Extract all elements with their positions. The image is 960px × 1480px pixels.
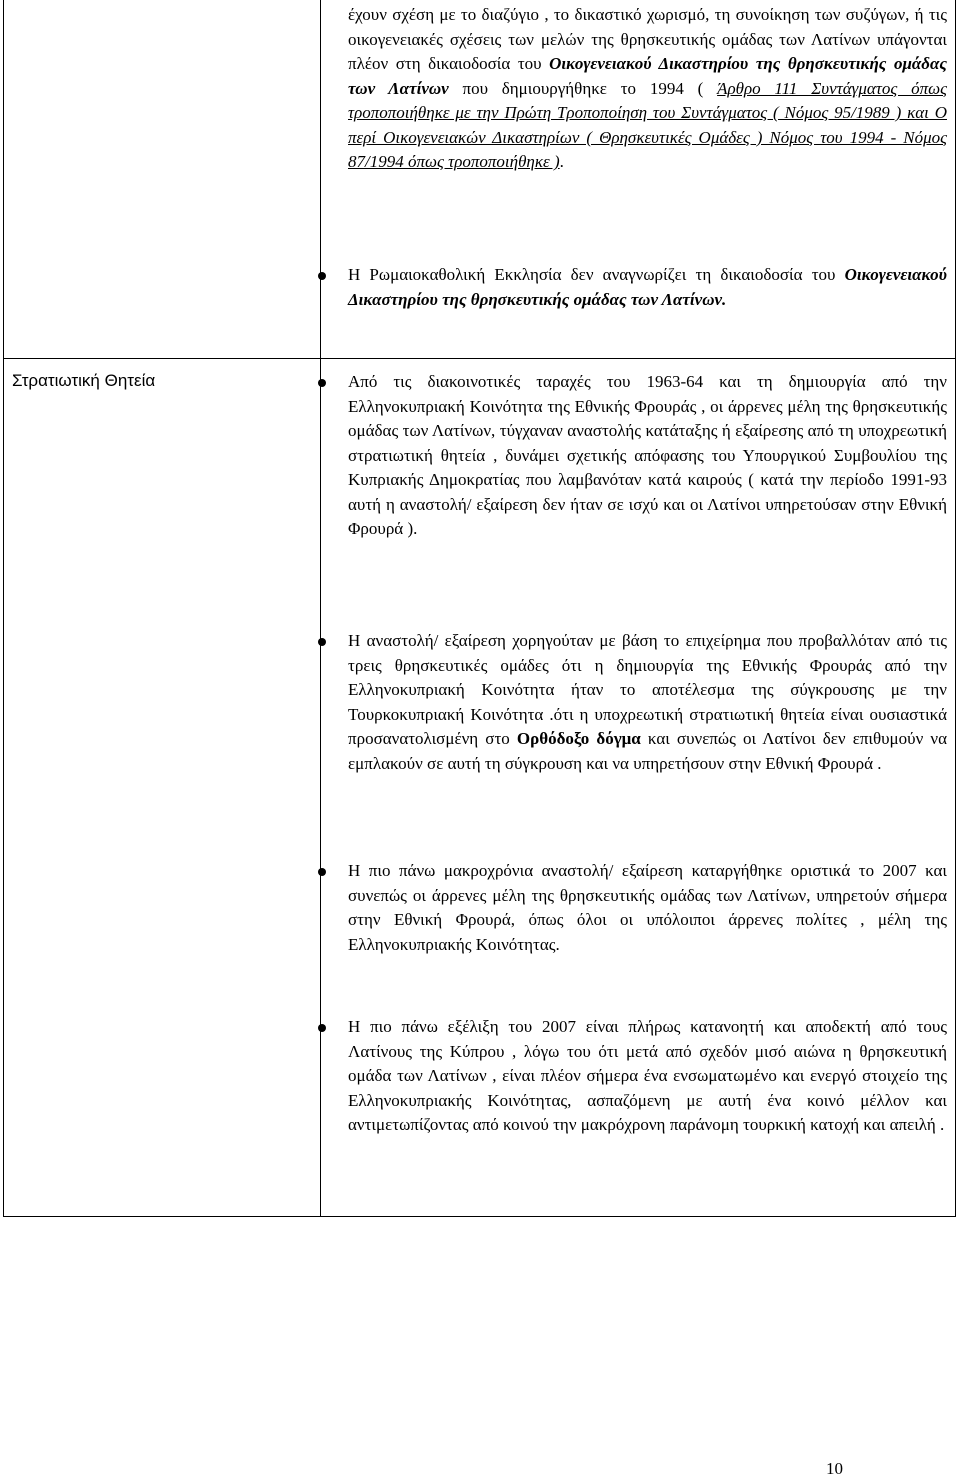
family-court-name: Οικογενειακού Δικαστηρίου της θρησκευτικής ομάδας των Λατίνων. xyxy=(348,265,947,309)
law-reference: Άρθρο 111 Συντάγματος όπως τροποποιήθηκε με την Πρώτη Τροποποίηση του Συντάγματος ( Νόμος 95/1989 ) και Ο περί Οικογενειακών Δικαστηρίων ( Θρησκευτικές Ομάδες ) Νόμος του 1994 - Νόμος 87/1994 όπως τροποποιήθηκε ) xyxy=(348,78,947,171)
column-divider xyxy=(320,0,321,1216)
military-service-label: Στρατιωτική Θητεία xyxy=(12,371,156,390)
orthodox-dogma-term: Ορθόδοξο δόγμα xyxy=(516,729,641,748)
development-2007-bullet: Η πιο πάνω εξέλιξη του 2007 είναι πλήρως κατανοητή και αποδεκτή από τους Λατίνους της Κύπρου , λόγω του ότι μετά από σχεδόν μισό αιώνα η θρησκευτική ομάδα των Λατίνων , είναι πλέον σήμερα ένα ενσωματωμένο και ενεργό στοιχείο της Ελληνοκυπριακής Κοινότητας, ασπαζόμενη με αυτή ένα κοινό μέλλον και αντιμετωπίζοντας από κοινού την μακρόχρονη παράνομη τουρκική κατοχή και απειλή . xyxy=(348,1017,947,1134)
exemption-abolished-bullet: Η πιο πάνω μακροχρόνια αναστολή/ εξαίρεση καταργήθηκε οριστικά το 2007 και συνεπώς οι άρρενες μέλη της θρησκευτικής ομάδας των Λατίνων, υπηρετούν σήμερα στην Εθνική Φρουρά, όπως όλοι οι υπόλοιποι άρρενες πολίτες , μέλη της Ελληνοκυπριακής Κοινότητας. xyxy=(348,861,947,954)
catholic-church-bullet: Η Ρωμαιοκαθολική Εκκλησία δεν αναγνωρίζει τη δικαιοδοσία του Οικογενειακού Δικαστηρίου της θρησκευτικής ομάδας των Λατίνων. xyxy=(348,265,947,309)
bullet-dot xyxy=(318,1024,326,1032)
bullet-dot xyxy=(318,638,326,646)
row-divider xyxy=(4,358,955,359)
family-court-paragraph: έχουν σχέση με το διαζύγιο , το δικαστικό χωρισμό, τη συνοίκηση των συζύγων, ή τις οικογενειακές σχέσεις των μελών της θρησκευτικής ομάδας των Λατίνων υπάγονται πλέον στη δικαιοδοσία του Οικογενειακού Δικαστηρίου της θρησκευτικής ομάδας των Λατίνων που δημιουργήθηκε το 1994 ( Άρθρο 111 Συντάγματος όπως τροποποιήθηκε με την Πρώτη Τροποποίηση του Συντάγματος ( Νόμος 95/1989 ) και Ο περί Οικογενειακών Δικαστηρίων ( Θρησκευτικές Ομάδες ) Νόμος του 1994 - Νόμος 87/1994 όπως τροποποιήθηκε ). xyxy=(348,5,947,171)
exemption-reason-bullet: Η αναστολή/ εξαίρεση χορηγούταν με βάση το επιχείρημα που προβαλλόταν από τις τρεις θρησκευτικές ομάδες ότι η δημιουργία της Εθνικής Φρουράς από την Ελληνοκυπριακή Κοινότητα ήταν το αποτέλεσμα της σύγκρουσης με την Τουρκοκυπριακή Κοινότητα .ότι η υποχρεωτική στρατιωτική θητεία είναι ουσιαστικά προσανατολισμένη στο Ορθόδοξο δόγμα και συνεπώς οι Λατίνοι δεν επιθυμούν να εμπλακούν σε αυτή τη σύγκρουση και να υπηρετήσουν στην Εθνική Φρουρά . xyxy=(348,631,947,773)
bullet-dot xyxy=(318,272,326,280)
bullet-dot xyxy=(318,868,326,876)
family-court-name: Οικογενειακού Δικαστηρίου της θρησκευτικής ομάδας των Λατίνων xyxy=(348,54,947,98)
military-history-bullet: Από τις διακοινοτικές ταραχές του 1963-64 και τη δημιουργία από την Ελληνοκυπριακή Κοινότητα της Εθνικής Φρουράς , οι άρρενες μέλη της θρησκευτικής ομάδας των Λατίνων, τύγχαναν αναστολής κατάταξης ή εξαίρεσης από τη υποχρεωτική στρατιωτική θητεία , δυνάμει σχετικής απόφασης του Υπουργικού Συμβουλίου της Κυπριακής Δημοκρατίας που λαμβανόταν κατά καιρούς ( κατά την περίοδο 1991-93 αυτή η αναστολή/ εξαίρεση δεν ήταν σε ισχύ και οι Λατίνοι υπηρετούσαν στην Εθνική Φρουρά ). xyxy=(348,372,947,538)
page-number: 10 xyxy=(826,1459,843,1478)
bullet-dot xyxy=(318,379,326,387)
